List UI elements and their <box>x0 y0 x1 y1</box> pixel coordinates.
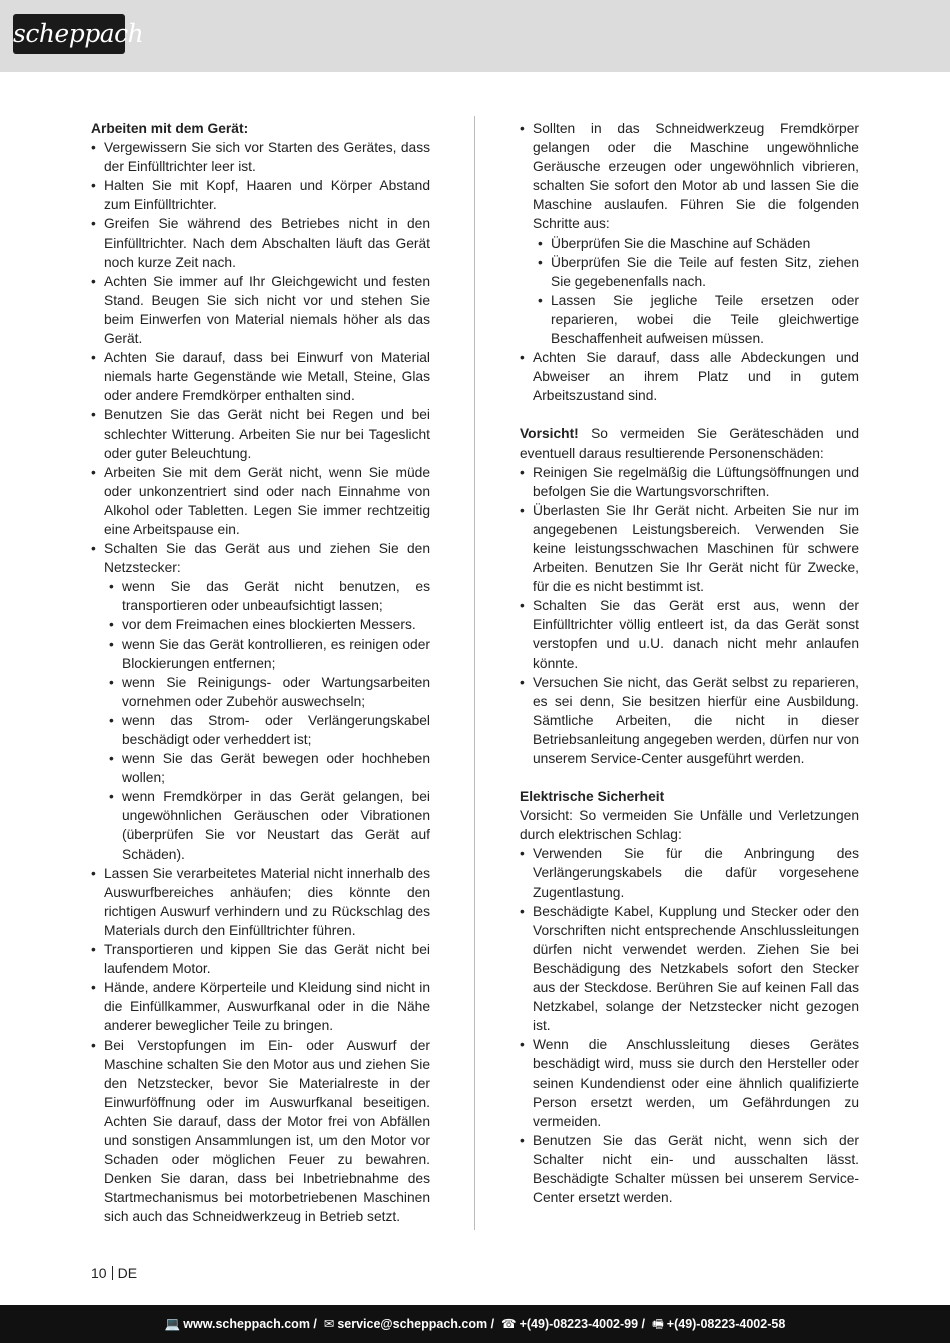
mail-icon: ✉ <box>323 1317 335 1331</box>
list-item: • Transportieren und kippen Sie das Gerät nicht bei laufendem Motor. <box>91 940 430 978</box>
page-separator <box>112 1266 113 1280</box>
list-item: • Vergewissern Sie sich vor Starten des Gerätes, dass der Einfülltrichter leer ist. <box>91 138 430 176</box>
list-item-text: Schalten Sie das Gerät aus und ziehen Sie den Netzstecker: <box>104 541 430 576</box>
list-item: • Benutzen Sie das Gerät nicht, wenn sich der Schalter nicht ein- und ausschalten lässt. Beschädigte Schalter müssen bei unserem Service-Center ersetzt werden. <box>520 1131 859 1207</box>
fax-number: +(49)-08223-4002-58 <box>666 1317 786 1331</box>
sub-list-item: • wenn das Strom- oder Verlängerungskabel beschädigt oder verheddert ist; <box>109 711 430 749</box>
sub-list-item: • wenn Sie das Gerät nicht benutzen, es transportieren oder unbeaufsichtigt lassen; <box>109 577 430 615</box>
column-divider <box>474 116 475 1230</box>
list-item <box>520 119 859 348</box>
sub-list-item: • wenn Sie das Gerät bewegen oder hochheben wollen; <box>109 749 430 787</box>
list-item: • Wenn die Anschlussleitung dieses Gerätes beschädigt wird, muss sie durch den Hersteller oder seinen Kundendienst oder eine ähnlich qualifizierte Person ersetzt werden, um Gefährdungen zu vermeiden. <box>520 1035 859 1130</box>
language-code: DE <box>117 1265 138 1281</box>
scheppach-logo: scheppach <box>13 14 125 54</box>
list-item: • Schalten Sie das Gerät erst aus, wenn der Einfülltrichter völlig entleert ist, da das Gerät sonst verstopfen und u.U. danach nicht mehr anlaufen könnte. <box>520 596 859 672</box>
right-column <box>520 119 859 1207</box>
elektrisch-intro: Vorsicht: So vermeiden Sie Unfälle und Verletzungen durch elektrischen Schlag: <box>520 808 859 843</box>
sub-list <box>104 577 430 863</box>
right-list <box>520 119 859 405</box>
sub-list-item: • wenn Sie das Gerät kontrollieren, es reinigen oder Blockierungen entfernen; <box>109 635 430 673</box>
list-item: • Benutzen Sie das Gerät nicht bei Regen und bei schlechter Witterung. Arbeiten Sie nur bei Tageslicht oder guter Beleuchtung. <box>91 405 430 462</box>
fax-icon: 🖷 <box>651 1317 664 1331</box>
list-item: • Hände, andere Körperteile und Kleidung sind nicht in die Einfüllkammer, Auswurfkanal oder in die Nähe anderer beweglicher Teile zu bringen. <box>91 978 430 1035</box>
sub-list-item: • Überprüfen Sie die Teile auf festen Sitz, ziehen Sie gegebenenfalls nach. <box>538 253 859 291</box>
list-item: • Achten Sie darauf, dass bei Einwurf von Material niemals harte Gegenstände wie Metall, Steine, Glas oder andere Fremdkörper enthalten sind. <box>91 348 430 405</box>
list-item: • Achten Sie darauf, dass alle Abdeckungen und Abweiser an ihrem Platz und in gutem Arbeitszustand sind. <box>520 348 859 405</box>
section-heading-elektrisch: Elektrische Sicherheit <box>520 789 665 805</box>
page-number: 10 <box>91 1265 107 1281</box>
list-item: • Achten Sie immer auf Ihr Gleichgewicht und festen Stand. Beugen Sie sich nicht vor und stehen Sie beim Einwerfen von Material niemals höher als das Gerät. <box>91 272 430 348</box>
section-heading-arbeiten: Arbeiten mit dem Gerät: <box>91 121 249 136</box>
vorsicht-list <box>520 463 859 769</box>
vorsicht-text: So vermeiden Sie Geräteschäden und eventuell daraus resultierende Personenschäden: <box>520 426 859 461</box>
sub-list-item: • wenn Sie Reinigungs- oder Wartungsarbeiten vornehmen oder Zubehör auswechseln; <box>109 673 430 711</box>
list-item: • Versuchen Sie nicht, das Gerät selbst zu reparieren, es sei denn, Sie besitzen hierfür eine Ausbildung. Sämtliche Arbeiten, die nicht in dieser Betriebsanleitung angegeben werden, dürfen nur von unserem Service-Center ausgeführt werden. <box>520 673 859 768</box>
page-footer-number <box>91 1265 137 1281</box>
list-item: • Lassen Sie verarbeitetes Material nicht innerhalb des Auswurfbereiches anhäufen; dies könnte den richtigen Auswurf verhindern und zu Rückschlag des Materials durch den Einfülltrichter führen. <box>91 864 430 940</box>
computer-icon: 💻 <box>164 1317 181 1331</box>
contact-footer-bar <box>0 1305 950 1343</box>
vorsicht-label: Vorsicht! <box>520 426 579 442</box>
list-item: • Arbeiten Sie mit dem Gerät nicht, wenn Sie müde oder unkonzentriert sind oder nach Einnahme von Alkohol oder Tabletten. Legen Sie immer rechtzeitig eine Arbeitspause ein. <box>91 463 430 539</box>
left-list <box>91 138 430 1226</box>
sub-list-item: • Lassen Sie jegliche Teile ersetzen oder reparieren, wobei die Teile gleichwertige Beschaffenheit aufweisen müssen. <box>538 291 859 348</box>
phone-icon: ☎ <box>501 1317 517 1331</box>
website-link[interactable]: www.scheppach.com / <box>183 1317 317 1331</box>
spacer <box>520 405 859 424</box>
list-item: • Beschädigte Kabel, Kupplung und Stecker oder den Vorschriften nicht entsprechende Anschlussleitungen dürfen nicht verwendet werden. Ziehen Sie bei Beschädigung des Netzkabels sofort den Stecker aus der Steckdose. Berühren Sie auf keinen Fall das Netzkabel, solange der Netzstecker nicht gezogen ist. <box>520 902 859 1036</box>
email-link[interactable]: service@scheppach.com / <box>337 1317 495 1331</box>
list-item <box>91 539 430 864</box>
sub-list-item: • vor dem Freimachen eines blockierten Messers. <box>109 615 430 634</box>
left-column <box>91 119 430 1226</box>
elektrisch-list <box>520 844 859 1207</box>
list-item: • Überlasten Sie Ihr Gerät nicht. Arbeiten Sie nur im angegebenen Leistungsbereich. Verwenden Sie keine leistungsschwachen Maschinen für schwere Arbeiten. Benutzen Sie Ihr Gerät nicht für Zwecke, für die es nicht bestimmt ist. <box>520 501 859 596</box>
list-item: • Greifen Sie während des Betriebes nicht in den Einfülltrichter. Nach dem Abschalten läuft das Gerät noch kurze Zeit nach. <box>91 214 430 271</box>
sub-list <box>533 234 859 349</box>
list-item-text: Sollten in das Schneidwerkzeug Fremdkörper gelangen oder die Maschine ungewöhnliche Geräusche erzeugen oder ungewöhnlich vibrieren, schalten Sie sofort den Motor ab und lassen Sie die Maschine auslaufen. Führen Sie die folgenden Schritte aus: <box>533 121 859 232</box>
list-item: • Halten Sie mit Kopf, Haaren und Körper Abstand zum Einfülltrichter. <box>91 176 430 214</box>
header-band <box>0 0 950 72</box>
list-item: • Bei Verstopfungen im Ein- oder Auswurf der Maschine schalten Sie den Motor aus und ziehen Sie den Netzstecker, bevor Sie Materialreste in der Einwurföffnung oder im Auswurfkanal beseitigen. Achten Sie darauf, dass der Motor frei von Abfällen und sonstigen Ansammlungen ist, um den Motor vor Schaden oder möglichen Feuer zu bewahren. Denken Sie daran, dass bei Inbetriebnahme des Startmechanismus bei motorbetriebenen Maschinen sich auch das Schneidwerkzeug in Betrieb setzt. <box>91 1036 430 1227</box>
sub-list-item: • Überprüfen Sie die Maschine auf Schäden <box>538 234 859 253</box>
vorsicht-paragraph <box>520 424 859 462</box>
phone-number: +(49)-08223-4002-99 / <box>519 1317 646 1331</box>
sub-list-item: • wenn Fremdkörper in das Gerät gelangen, bei ungewöhnlichen Geräuschen oder Vibrationen (überprüfen Sie vor Neustart das Gerät auf Schäden). <box>109 787 430 863</box>
list-item: • Verwenden Sie für die Anbringung des Verlängerungskabels die dafür vorgesehene Zugentlastung. <box>520 844 859 901</box>
list-item: • Reinigen Sie regelmäßig die Lüftungsöffnungen und befolgen Sie die Wartungsvorschriften. <box>520 463 859 501</box>
spacer <box>520 768 859 787</box>
